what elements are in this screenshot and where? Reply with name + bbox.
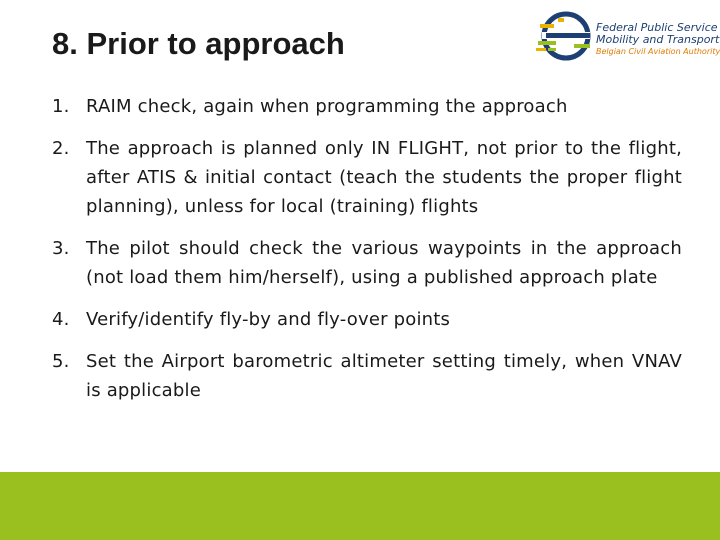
logo-text [596, 22, 720, 58]
fps-mobility-logo [534, 8, 720, 68]
e-emblem-icon [534, 8, 594, 68]
numbered-list [52, 92, 682, 418]
logo-line-1: Federal Public Service [596, 21, 718, 34]
list-item-text: RAIM check, again when programming the approach [86, 96, 568, 117]
list-item [52, 347, 682, 405]
list-item-number: 2. [52, 138, 70, 159]
list-item-text: Set the Airport barometric altimeter setting timely, when VNAV is applicable [86, 351, 682, 401]
list-item-text: Verify/identify fly-by and fly-over points [86, 309, 451, 330]
list-item-number: 3. [52, 238, 70, 259]
list-item-number: 1. [52, 96, 70, 117]
logo-line-3: Belgian Civil Aviation Authority [596, 47, 720, 56]
footer-bar [0, 472, 720, 540]
list-item [52, 92, 682, 121]
slide-title: 8. Prior to approach [52, 26, 345, 61]
list-item-number: 5. [52, 351, 70, 372]
list-item-text: The pilot should check the various waypoints in the approach (not load them him/herself), using a published approach plate [86, 238, 682, 288]
list-item [52, 134, 682, 221]
list-item [52, 234, 682, 292]
logo-line-2: Mobility and Transport [596, 33, 720, 46]
list-item-number: 4. [52, 309, 70, 330]
list-item [52, 305, 682, 334]
list-item-text: The approach is planned only IN FLIGHT, not prior to the flight, after ATIS & initial contact (teach the students the proper flight planning), unless for local (training) flights [86, 138, 682, 217]
